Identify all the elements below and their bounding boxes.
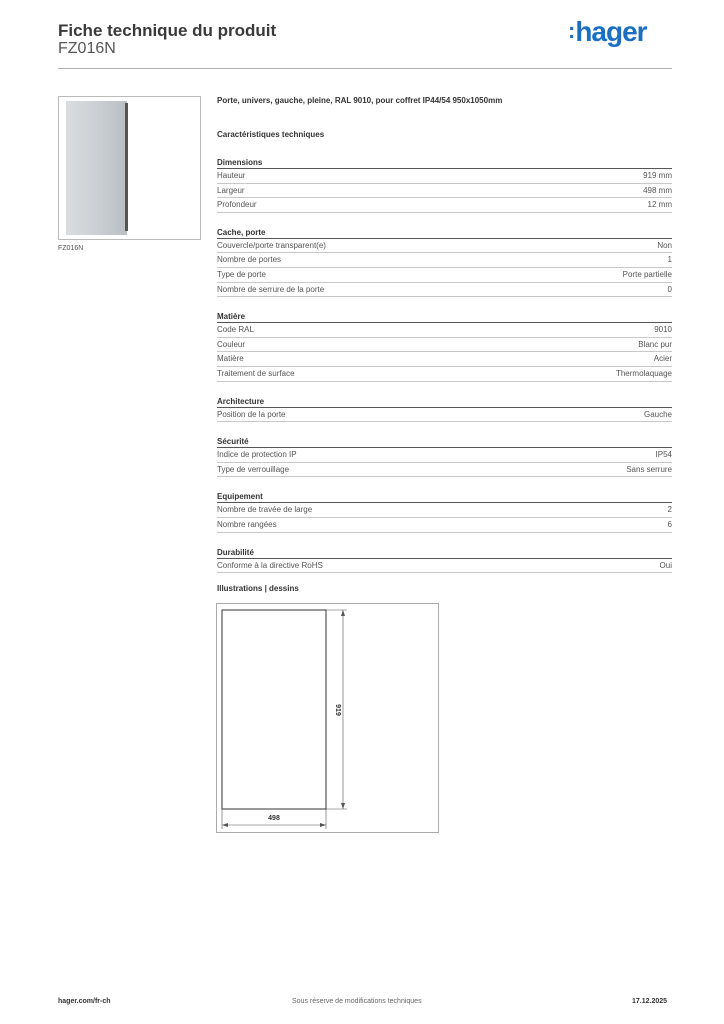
- width-arrow-left: [222, 823, 228, 827]
- product-description: Porte, univers, gauche, pleine, RAL 9010, pour coffret IP44/54 950x1050mm: [217, 96, 503, 105]
- spec-label: Nombre rangées: [217, 519, 277, 529]
- product-image: [58, 96, 201, 240]
- tech-heading: Caractéristiques techniques: [217, 130, 325, 139]
- spec-content: [217, 96, 672, 573]
- spec-value: 2: [667, 505, 672, 515]
- spec-row: [217, 338, 672, 353]
- spec-row: [217, 253, 672, 268]
- dimension-drawing: [217, 604, 440, 834]
- spec-label: Type de verrouillage: [217, 464, 290, 474]
- spec-row: [217, 367, 672, 382]
- spec-value: 0: [667, 284, 672, 294]
- section-title: Sécurité: [217, 436, 672, 448]
- door-edge: [125, 103, 128, 231]
- spec-label: Nombre de serrure de la porte: [217, 284, 325, 294]
- footer-notice: Sous réserve de modifications techniques: [292, 998, 422, 1005]
- spec-row: [217, 463, 672, 478]
- section-title: Architecture: [217, 396, 672, 408]
- spec-label: Conforme à la directive RoHS: [217, 560, 323, 570]
- spec-label: Nombre de portes: [217, 255, 282, 265]
- spec-row: [217, 323, 672, 338]
- spec-value: 1: [667, 255, 672, 265]
- spec-label: Traitement de surface: [217, 368, 295, 378]
- spec-label: Matière: [217, 354, 244, 364]
- spec-row: [217, 408, 672, 423]
- section-title: Equipement: [217, 491, 672, 503]
- spec-value: 6: [667, 519, 672, 529]
- header-divider: [58, 68, 672, 69]
- illustration-box: [216, 603, 439, 833]
- illustrations-title: Illustrations | dessins: [217, 584, 299, 593]
- spec-label: Type de porte: [217, 269, 266, 279]
- door-panel-image: [66, 101, 127, 235]
- logo-dots-icon: :: [568, 18, 575, 43]
- spec-value: Gauche: [643, 409, 672, 419]
- spec-value: 9010: [654, 325, 672, 335]
- spec-section: [217, 491, 672, 532]
- spec-row: [217, 503, 672, 518]
- spec-row: [217, 239, 672, 254]
- spec-label: Code RAL: [217, 325, 254, 335]
- spec-value: Sans serrure: [626, 464, 672, 474]
- section-title: Matière: [217, 311, 672, 323]
- spec-section: [217, 547, 672, 574]
- spec-row: [217, 268, 672, 283]
- spec-row: [217, 559, 672, 574]
- door-outline: [222, 610, 326, 809]
- spec-row: [217, 169, 672, 184]
- spec-value: Acier: [653, 354, 672, 364]
- spec-value: IP54: [655, 450, 672, 460]
- spec-value: 919 mm: [643, 171, 672, 180]
- spec-label: Largeur: [217, 185, 245, 195]
- spec-value: Porte partielle: [622, 269, 672, 279]
- spec-label: Hauteur: [217, 171, 246, 180]
- section-title: Dimensions: [217, 157, 672, 169]
- footer-date: 17.12.2025: [632, 998, 668, 1005]
- page-title: Fiche technique du produit: [58, 21, 277, 40]
- width-label: 498: [268, 815, 280, 822]
- spec-label: Position de la porte: [217, 409, 286, 419]
- spec-sections: [217, 157, 672, 573]
- spec-row: [217, 184, 672, 199]
- spec-section: [217, 436, 672, 477]
- spec-value: Blanc pur: [638, 339, 672, 349]
- spec-value: 12 mm: [647, 200, 672, 210]
- hager-logo: [568, 16, 647, 48]
- section-title: Durabilité: [217, 547, 672, 559]
- spec-value: Thermolaquage: [615, 368, 672, 378]
- spec-label: Profondeur: [217, 200, 257, 210]
- product-code: FZ016N: [58, 40, 116, 57]
- height-arrow-top: [341, 610, 345, 616]
- width-arrow-right: [320, 823, 326, 827]
- spec-row: [217, 518, 672, 533]
- spec-section: [217, 157, 672, 213]
- logo-text: hager: [575, 16, 647, 47]
- spec-section: [217, 396, 672, 423]
- product-image-caption: FZ016N: [58, 245, 84, 252]
- spec-value: 498 mm: [643, 185, 672, 195]
- spec-row: [217, 352, 672, 367]
- height-arrow-bottom: [341, 803, 345, 809]
- spec-value: Non: [657, 240, 672, 250]
- spec-label: Indice de protection IP: [217, 450, 297, 460]
- spec-section: [217, 227, 672, 297]
- section-title: Cache, porte: [217, 227, 672, 239]
- spec-row: [217, 448, 672, 463]
- spec-row: [217, 283, 672, 298]
- height-label: 919: [334, 704, 341, 716]
- spec-label: Couleur: [217, 339, 246, 349]
- spec-row: [217, 198, 672, 213]
- spec-label: Nombre de travée de large: [217, 505, 313, 515]
- footer-website[interactable]: hager.com/fr-ch: [58, 998, 111, 1005]
- spec-section: [217, 311, 672, 381]
- spec-value: Oui: [659, 560, 672, 570]
- spec-label: Couvercle/porte transparent(e): [217, 240, 326, 250]
